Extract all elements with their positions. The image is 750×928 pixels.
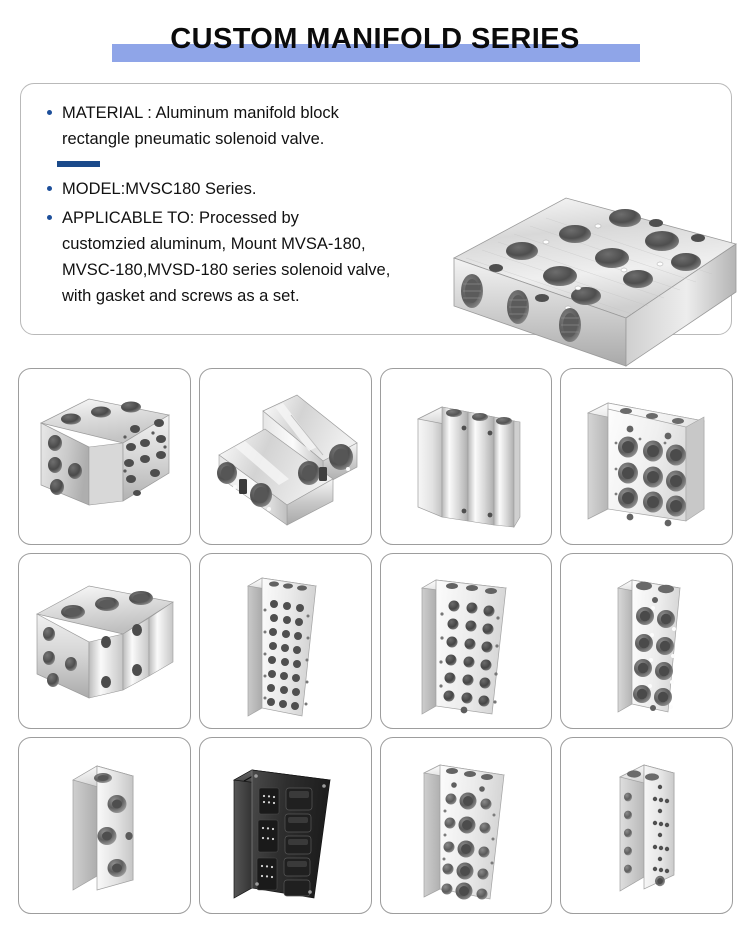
info-bullet-list <box>43 100 443 309</box>
hero-product-image <box>446 196 741 396</box>
gallery-item-narrow-tall-manifold-bar[interactable] <box>560 737 733 914</box>
bullet-dot-icon <box>47 110 52 115</box>
bullet-material-line-2: rectangle pneumatic solenoid valve. <box>62 130 325 148</box>
gallery-item-plate-alternating-ports[interactable] <box>380 737 553 914</box>
gallery-item-two-part-manifold-block[interactable] <box>18 368 191 545</box>
bullet-applicable-line-1: APPLICABLE TO: Processed by <box>62 209 299 227</box>
gallery-item-tall-plate-dense-holes[interactable] <box>199 553 372 730</box>
section-divider <box>57 161 100 167</box>
bullet-model <box>43 176 443 202</box>
product-gallery-grid <box>18 368 733 914</box>
bullet-material-line-1: MATERIAL : Aluminum manifold block <box>62 104 339 122</box>
gallery-item-tall-plate-three-column-holes[interactable] <box>380 553 553 730</box>
bullet-applicable-line-4: with gasket and screws as a set. <box>62 287 300 305</box>
bullet-model-line-1: MODEL:MVSC180 Series. <box>62 180 257 198</box>
gallery-item-black-anodized-valve-bank[interactable] <box>199 737 372 914</box>
bullet-dot-icon <box>47 186 52 191</box>
bullet-applicable-line-2: customzied aluminum, Mount MVSA-180, <box>62 235 366 253</box>
gallery-item-chunky-manifold-block[interactable] <box>18 553 191 730</box>
product-info-panel <box>20 83 732 335</box>
gallery-item-square-bar-countersunk-holes[interactable] <box>18 737 191 914</box>
page-title-area <box>0 18 750 70</box>
bullet-applicable-line-3: MVSC-180,MVSD-180 series solenoid valve, <box>62 261 391 279</box>
gallery-item-ribbed-extrusion-profile[interactable] <box>380 368 553 545</box>
bullet-dot-icon <box>47 215 52 220</box>
bullet-material <box>43 100 443 152</box>
gallery-item-tall-bar-dual-column-ports[interactable] <box>560 553 733 730</box>
gallery-item-angled-extruded-profiles[interactable] <box>199 368 372 545</box>
gallery-item-nine-port-manifold-plate[interactable] <box>560 368 733 545</box>
bullet-applicable-to <box>43 205 443 309</box>
page-title: CUSTOM MANIFOLD SERIES <box>170 23 580 55</box>
